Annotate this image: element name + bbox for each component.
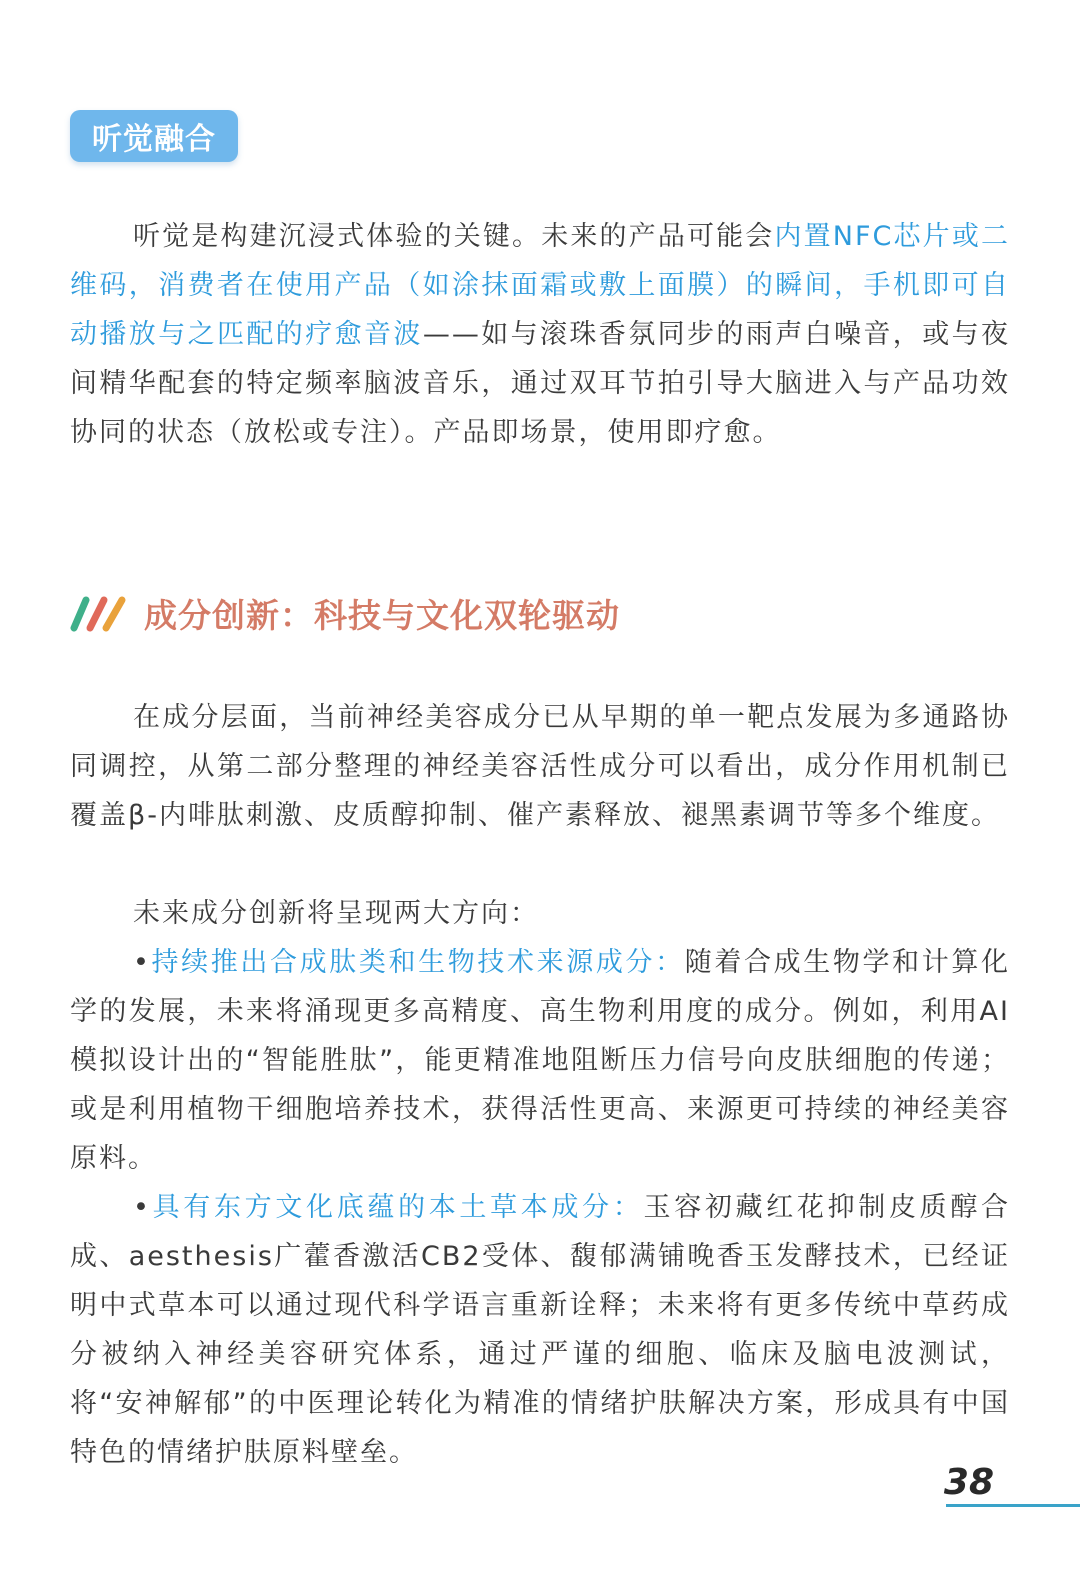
- ingredient-intro-paragraph: 在成分层面，当前神经美容成分已从早期的单一靶点发展为多通路协同调控，从第二部分整理的神经美容活性成分可以看出，成分作用机制已覆盖β-内啡肽刺激、皮质醇抑制、催产素释放、褪黑素调节等多个维度。: [70, 702, 1010, 831]
- bullet-synthetic-heading: 持续推出合成肽类和生物技术来源成分：: [150, 947, 685, 978]
- page-number-rule: [946, 1504, 1080, 1507]
- section-heading-title: 成分创新：科技与文化双轮驱动: [144, 595, 620, 635]
- bullet-synthetic-text: 随着合成生物学和计算化学的发展，未来将涌现更多高精度、高生物利用度的成分。例如，利用AI模拟设计出的“智能胜肽”，能更精准地阻断压力信号向皮肤细胞的传递；或是利用植物干细胞培养技术，获得活性更高、来源更可持续的神经美容原料。: [70, 947, 1011, 1174]
- bullet-synthetic-peptides: [70, 938, 1010, 1183]
- bullet-herbal-heading: 具有东方文化底蕴的本土草本成分：: [150, 1192, 644, 1223]
- auditory-paragraph: [70, 212, 1010, 457]
- directions-lead: 未来成分创新将呈现两大方向：: [133, 898, 539, 929]
- section-heading: [70, 585, 620, 641]
- page-number: 38: [943, 1462, 994, 1503]
- bullet-marker: •: [133, 1192, 151, 1223]
- auditory-highlight: 内置NFC芯片或二维码，消费者在使用产品（如涂抹面霜或敷上面膜）的瞬间，手机即可自动播放与之匹配的疗愈音波: [70, 221, 1010, 350]
- auditory-text-tail: ——如与滚珠香氛同步的雨声白噪音，或与夜间精华配套的特定频率脑波音乐，通过双耳节拍引导大脑进入与产品功效协同的状态（放松或专注）。产品即场景，使用即疗愈。: [70, 319, 1011, 448]
- auditory-text-lead: 听觉是构建沉浸式体验的关键。未来的产品可能会: [133, 221, 775, 252]
- bullet-herbal-text: 玉容初藏红花抑制皮质醇合成、aesthesis广藿香激活CB2受体、馥郁满铺晚香玉发酵技术，已经证明中式草本可以通过现代科学语言重新诠释；未来将有更多传统中草药成分被纳入神经美容研究体系，通过严谨的细胞、临床及脑电波测试，将“安神解郁”的中医理论转化为精准的情绪护肤解决方案，形成具有中国特色的情绪护肤原料壁垒。: [70, 1192, 1011, 1468]
- bullet-eastern-herbal: [70, 1183, 1010, 1477]
- section-tag: [70, 110, 238, 162]
- three-slash-stripes-icon: [70, 592, 128, 634]
- section-tag-label: 听觉融合: [92, 122, 216, 157]
- bullet-marker: •: [133, 947, 151, 978]
